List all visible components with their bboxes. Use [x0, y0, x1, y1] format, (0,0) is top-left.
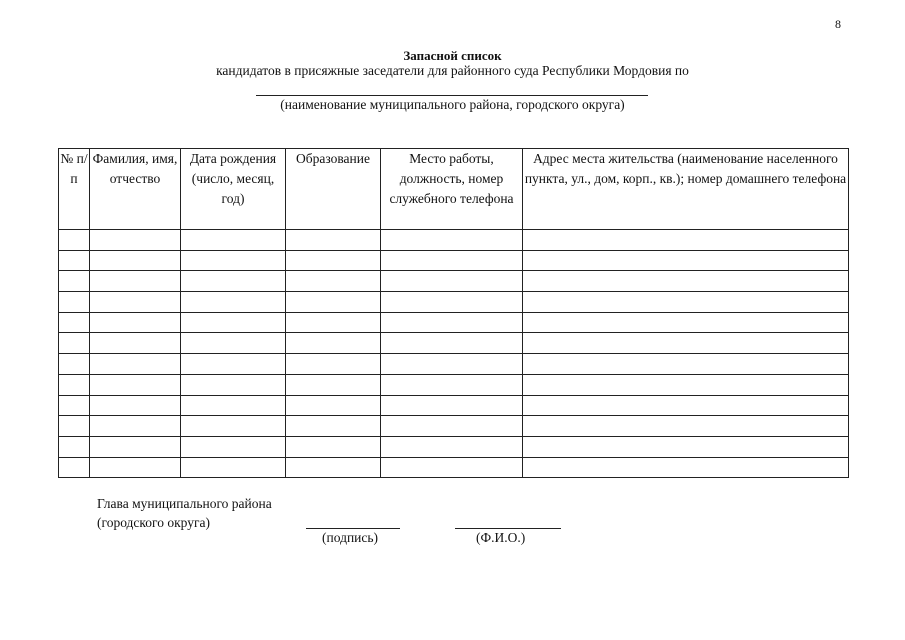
table-cell: [381, 333, 523, 354]
table-cell: [523, 333, 849, 354]
table-cell: [523, 395, 849, 416]
table-cell: [59, 333, 90, 354]
table-row: [59, 312, 849, 333]
header-address: Адрес места жительства (наименование населенного пункта, ул., дом, корп., кв.); номер домашнего телефона: [523, 149, 849, 230]
table-cell: [181, 271, 286, 292]
table-cell: [381, 271, 523, 292]
table-cell: [181, 250, 286, 271]
document-subtitle: кандидатов в присяжные заседатели для районного суда Республики Мордовия по: [216, 63, 689, 78]
table-row: [59, 354, 849, 375]
district-blank-line: [256, 95, 648, 96]
table-row: [59, 292, 849, 313]
table-row: [59, 457, 849, 478]
table-cell: [59, 230, 90, 251]
table-cell: [286, 292, 381, 313]
table-cell: [523, 457, 849, 478]
table-cell: [59, 292, 90, 313]
document-title: Запасной список: [403, 48, 502, 63]
table-cell: [286, 416, 381, 437]
table-cell: [381, 312, 523, 333]
table-cell: [523, 354, 849, 375]
table-cell: [523, 416, 849, 437]
table-cell: [286, 457, 381, 478]
table-cell: [286, 436, 381, 457]
signer-position-line1: Глава муниципального района: [97, 496, 272, 511]
table-cell: [90, 374, 181, 395]
table-cell: [286, 250, 381, 271]
district-caption: (наименование муниципального района, городского округа): [280, 97, 625, 112]
table-cell: [381, 457, 523, 478]
candidates-table: [58, 148, 849, 478]
table-cell: [381, 436, 523, 457]
table-cell: [59, 312, 90, 333]
name-caption: (Ф.И.О.): [476, 530, 526, 545]
table-cell: [90, 457, 181, 478]
table-cell: [381, 292, 523, 313]
table-cell: [59, 457, 90, 478]
table-cell: [286, 374, 381, 395]
header-number: № п/п: [59, 149, 90, 230]
table-cell: [90, 271, 181, 292]
table-cell: [181, 416, 286, 437]
table-cell: [59, 436, 90, 457]
table-cell: [181, 333, 286, 354]
table-row: [59, 250, 849, 271]
table-cell: [90, 395, 181, 416]
table-cell: [286, 271, 381, 292]
table-cell: [181, 374, 286, 395]
table-cell: [523, 374, 849, 395]
table-body: [59, 230, 849, 478]
signer-position-line2: (городского округа): [97, 515, 211, 530]
table-cell: [181, 395, 286, 416]
table-cell: [181, 230, 286, 251]
table-cell: [523, 250, 849, 271]
table-cell: [90, 230, 181, 251]
table-cell: [59, 395, 90, 416]
table-cell: [181, 312, 286, 333]
table-cell: [90, 436, 181, 457]
signature-block: [97, 494, 272, 532]
page-number: 8: [835, 17, 841, 31]
table-row: [59, 374, 849, 395]
table-cell: [523, 230, 849, 251]
table-cell: [286, 230, 381, 251]
table-cell: [90, 312, 181, 333]
table-cell: [90, 354, 181, 375]
table-cell: [181, 354, 286, 375]
name-blank-line: [455, 528, 561, 529]
table-cell: [523, 436, 849, 457]
table-cell: [381, 354, 523, 375]
table-cell: [523, 312, 849, 333]
table-cell: [181, 436, 286, 457]
table-cell: [59, 416, 90, 437]
header-workplace: Место работы, должность, номер служебного телефона: [381, 149, 523, 230]
table-header-row: [59, 149, 849, 230]
table-cell: [381, 395, 523, 416]
table-row: [59, 271, 849, 292]
table-cell: [181, 292, 286, 313]
table-cell: [381, 230, 523, 251]
header-birth-date: Дата рождения (число, месяц, год): [181, 149, 286, 230]
table-cell: [286, 333, 381, 354]
signature-blank-line: [306, 528, 400, 529]
table-cell: [59, 250, 90, 271]
table-row: [59, 436, 849, 457]
table-cell: [90, 250, 181, 271]
table-row: [59, 416, 849, 437]
table-cell: [286, 312, 381, 333]
table-cell: [90, 333, 181, 354]
table-cell: [523, 292, 849, 313]
table-cell: [286, 354, 381, 375]
table-cell: [90, 292, 181, 313]
signature-caption: (подпись): [322, 530, 379, 545]
table-cell: [381, 250, 523, 271]
table-cell: [181, 457, 286, 478]
table-cell: [286, 395, 381, 416]
table-cell: [59, 374, 90, 395]
header-full-name: Фамилия, имя, отчество: [90, 149, 181, 230]
table-cell: [59, 271, 90, 292]
table-cell: [59, 354, 90, 375]
table-cell: [523, 271, 849, 292]
header-education: Образование: [286, 149, 381, 230]
table-cell: [381, 374, 523, 395]
table-cell: [381, 416, 523, 437]
table-row: [59, 333, 849, 354]
table-row: [59, 230, 849, 251]
table-row: [59, 395, 849, 416]
table-cell: [90, 416, 181, 437]
